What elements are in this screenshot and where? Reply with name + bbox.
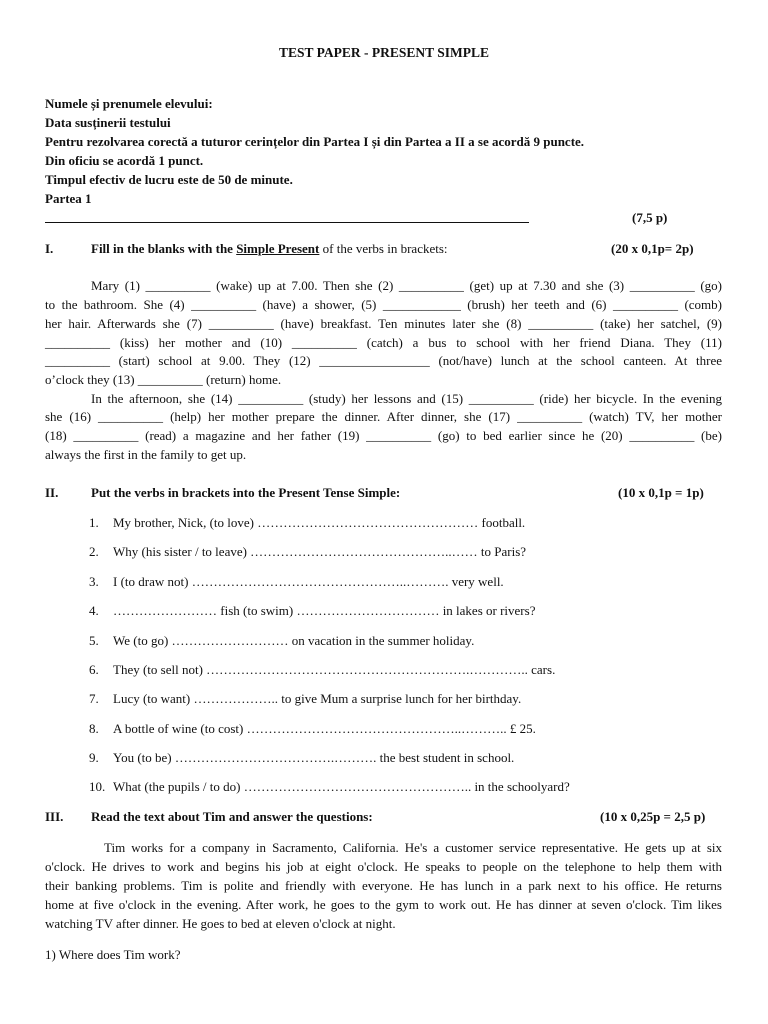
sec1-line-2: to the bathroom. She (4) __________ (have) a shower, (5) ____________ (brush) her teeth and (6) __________ (comb) [45, 297, 722, 312]
item-text: My brother, Nick, (to love) …………………………………………… football. [113, 515, 526, 530]
item-number: 6. [89, 662, 99, 677]
section-2-heading: Put the verbs in brackets into the Present Tense Simple: [91, 485, 401, 500]
sec1-line-7: In the afternoon, she (14) __________ (study) her lessons and (15) __________ (ride) her bicycle. In the evening [91, 391, 722, 406]
section-3-points: (10 x 0,25p = 2,5 p) [600, 809, 706, 824]
item-number: 10. [89, 779, 106, 794]
item-text: I (to draw not) …………………………………………..………. very well. [113, 574, 504, 589]
item-number: 4. [89, 603, 99, 618]
section-1-heading-post: of the verbs in brackets: [319, 241, 448, 256]
sec1-line-5: __________ (start) school at 9.00. They (12) _________________ (not/have) lunch at the school canteen. At three [45, 353, 722, 368]
section-1-heading-underlined: Simple Present [236, 241, 320, 256]
instruction-scoring: Pentru rezolvarea corectă a tuturor cerințelor din Partea I și din Partea a II a se acordă 9 puncte. [45, 134, 585, 149]
instruction-time: Timpul efectiv de lucru este de 50 de minute. [45, 172, 293, 187]
sec3-line-3: their banking problems. Tim is polite and friendly with everyone. He has lunch in a park next to his office. He returns [45, 878, 722, 893]
sec1-line-9: (18) __________ (read) a magazine and her father (19) __________ (go) to bed earlier since he (20) __________ (be) [45, 428, 722, 443]
item-number: 7. [89, 691, 99, 706]
item-text: We (to go) ……………………… on vacation in the summer holiday. [113, 633, 475, 648]
section-1-heading [91, 241, 448, 257]
part-label: Partea 1 [45, 191, 92, 206]
question-1: 1) Where does Tim work? [45, 947, 181, 962]
sec1-line-4: __________ (kiss) her mother and (10) __________ (catch) a bus to school with her friend Diana. They (11) [45, 335, 722, 350]
item-text: A bottle of wine (to cost) …………………………………………..……….. £ 25. [113, 721, 536, 736]
item-number: 3. [89, 574, 99, 589]
part-points: (7,5 p) [632, 210, 668, 225]
item-text: Lucy (to want) ……………….. to give Mum a surprise lunch for her birthday. [113, 691, 522, 706]
sec3-line-2: o'clock. He drives to work and begins his job at eight o'clock. He speaks to people on the telephone to help them with [45, 859, 722, 874]
section-1-heading-pre: Fill in the blanks with the [91, 241, 237, 256]
test-date-label: Data susținerii testului [45, 115, 171, 130]
item-text: They (to sell not) …………………………………………………….………….. cars. [113, 662, 556, 677]
sec1-line-3: her hair. Afterwards she (7) __________ (have) breakfast. Ten minutes later she (8) __________ (take) her satchel, (9) [45, 316, 722, 331]
instruction-bonus: Din oficiu se acordă 1 punct. [45, 153, 204, 168]
sec1-line-8: she (16) __________ (help) her mother prepare the dinner. After dinner, she (17) __________ (watch) TV, her mother [45, 409, 722, 424]
student-name-label: Numele și prenumele elevului: [45, 96, 213, 111]
section-1-number: I. [45, 241, 54, 256]
sec3-line-4: home at five o'clock in the evening. After work, he goes to the gym to work out. He has dinner at seven o'clock. Tim likes [45, 897, 722, 912]
sec1-line-1: Mary (1) __________ (wake) up at 7.00. Then she (2) __________ (get) up at 7.30 and she (3) __________ (go) [91, 278, 722, 293]
section-3-number: III. [45, 809, 64, 824]
item-text: What (the pupils / to do) …………………………………………….. in the schoolyard? [113, 779, 570, 794]
sec1-line-10: always the first in the family to get up. [45, 447, 247, 462]
item-number: 5. [89, 633, 99, 648]
divider-line [45, 222, 529, 223]
item-number: 8. [89, 721, 99, 736]
item-number: 9. [89, 750, 99, 765]
page-title: TEST PAPER - PRESENT SIMPLE [278, 45, 490, 60]
item-number: 1. [89, 515, 99, 530]
sec3-line-5: watching TV after dinner. He goes to bed at eleven o'clock at night. [45, 916, 396, 931]
section-1-points: (20 x 0,1p= 2p) [611, 241, 694, 256]
item-text: …………………… fish (to swim) …………………………… in lakes or rivers? [113, 603, 536, 618]
item-text: Why (his sister / to leave) ………………………………………..…… to Paris? [113, 544, 527, 559]
sec1-line-6: o’clock they (13) __________ (return) home. [45, 372, 282, 387]
section-2-number: II. [45, 485, 59, 500]
item-number: 2. [89, 544, 99, 559]
item-text: You (to be) ……………………………….………. the best student in school. [113, 750, 515, 765]
section-3-heading: Read the text about Tim and answer the questions: [91, 809, 373, 824]
sec3-line-1: Tim works for a company in Sacramento, California. He's a customer service representative. He gets up at six [104, 840, 722, 855]
section-2-points: (10 x 0,1p = 1p) [618, 485, 704, 500]
